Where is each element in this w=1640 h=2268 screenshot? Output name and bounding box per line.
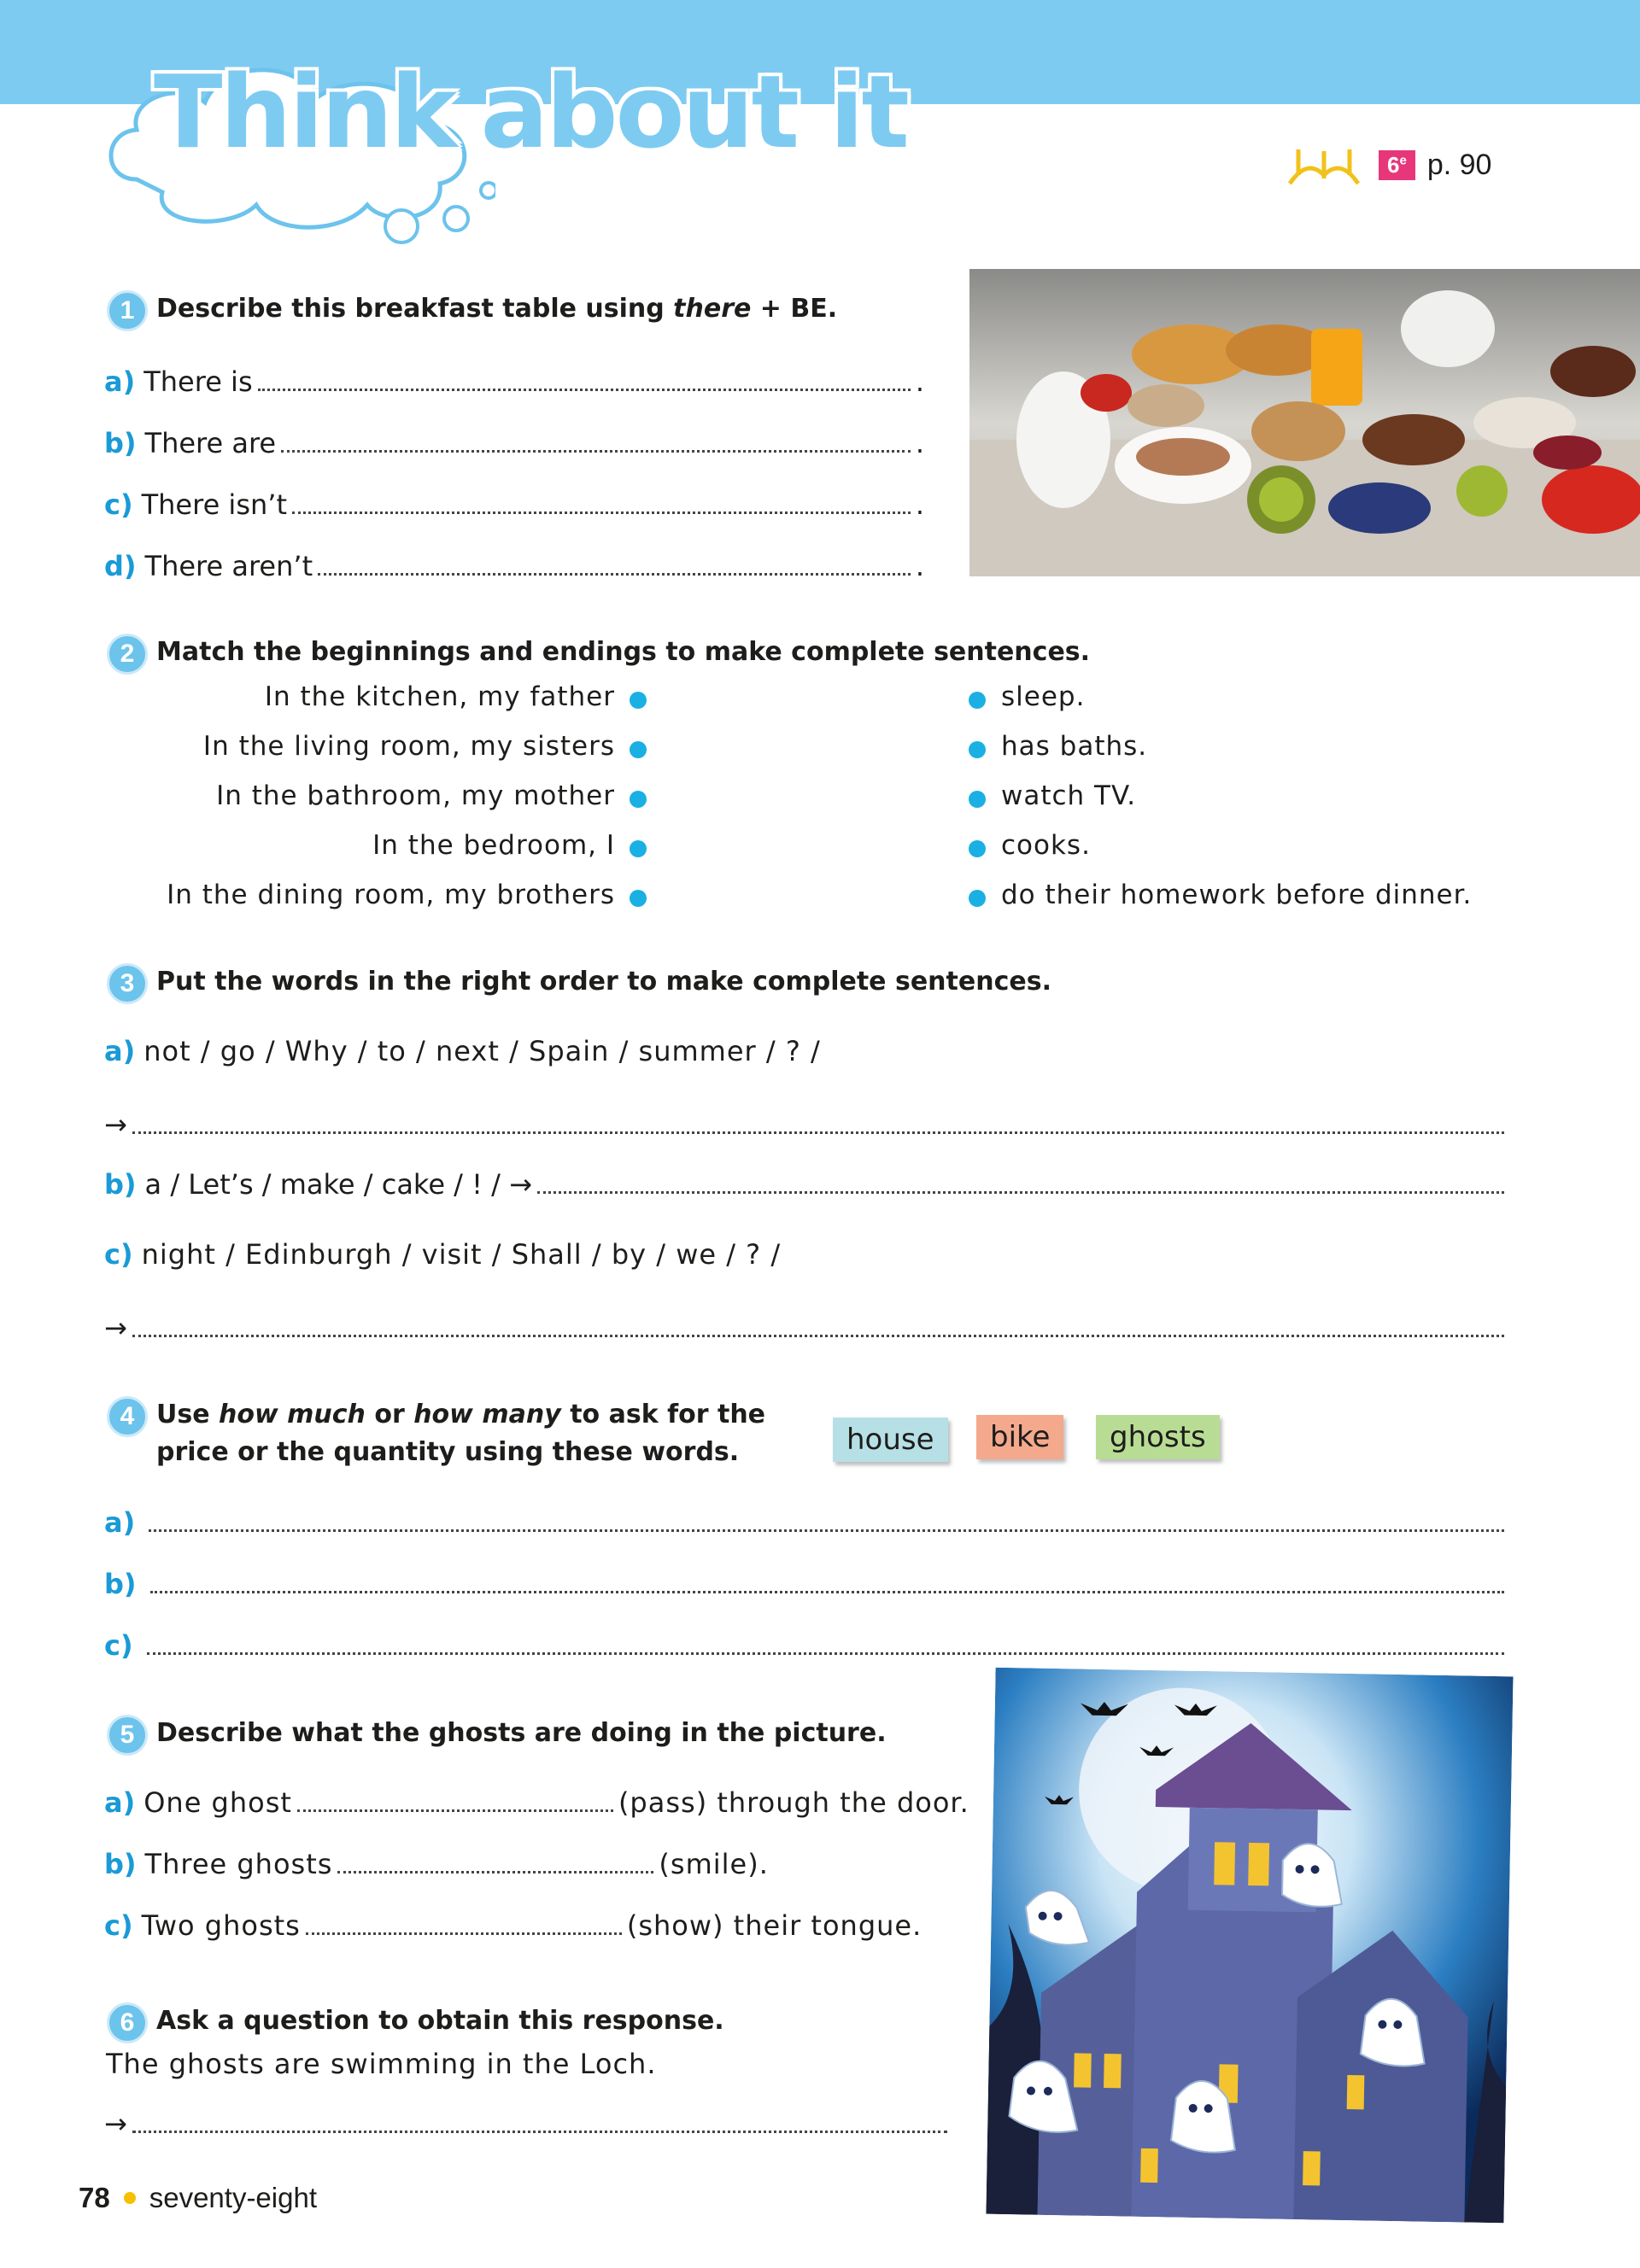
exercise-number: 6 (107, 2002, 148, 2043)
exercise-instruction: Put the words in the right order to make complete sentences. (156, 967, 1051, 997)
ex1-item[interactable]: b) There are . (104, 427, 924, 459)
ex5-item[interactable]: b) Three ghosts (smile). (104, 1848, 769, 1880)
exercise-number: 5 (107, 1715, 148, 1756)
book-icon (1281, 141, 1367, 189)
exercise-number: 1 (107, 290, 148, 331)
page-footer (79, 2182, 317, 2214)
match-ending: cooks. (1001, 830, 1091, 861)
ex1-item[interactable]: c) There isn’t . (104, 488, 924, 521)
ex1-item[interactable]: a) There is . (104, 365, 924, 398)
match-beginning: In the kitchen, my father (264, 681, 615, 712)
match-dot-right[interactable] (969, 692, 986, 709)
exercise-number: 4 (107, 1396, 148, 1437)
ex6-answer[interactable]: → (104, 2107, 952, 2140)
exercise-instruction: Use how much or how many to ask for the price or the quantity using these words. (156, 1400, 766, 1467)
exercise-3-header (107, 963, 1051, 1004)
level-reference (1281, 141, 1491, 189)
exercise-instruction: Describe what the ghosts are doing in the picture. (156, 1718, 887, 1748)
ex3-answer-a[interactable]: → (104, 1108, 1509, 1141)
exercise-5-header (107, 1715, 887, 1756)
ex3-item-b[interactable]: b) a / Let’s / make / cake / ! / → (104, 1168, 1509, 1201)
ex3-item-a: a) not / go / Why / to / next / Spain / summer / ? / (104, 1035, 821, 1067)
exercise-6-header (107, 2002, 724, 2043)
match-beginning: In the dining room, my brothers (167, 880, 615, 910)
match-dot-left[interactable] (630, 890, 647, 907)
ex5-item[interactable]: c) Two ghosts (show) their tongue. (104, 1909, 922, 1942)
word-tag-bike: bike (976, 1415, 1063, 1459)
word-tag-house: house (833, 1418, 948, 1462)
page-title: Think about it (154, 53, 907, 171)
ex4-answer-line[interactable]: b) (104, 1568, 1509, 1600)
exercise-instruction: Ask a question to obtain this response. (156, 2006, 724, 2036)
match-dot-right[interactable] (969, 791, 986, 808)
word-tag-ghosts: ghosts (1096, 1415, 1220, 1459)
ex3-item-c: c) night / Edinburgh / visit / Shall / by / we / ? / (104, 1238, 782, 1271)
match-beginning: In the bedroom, I (372, 830, 615, 861)
match-dot-left[interactable] (630, 692, 647, 709)
ex1-item[interactable]: d) There aren’t . (104, 550, 924, 582)
ex4-answer-line[interactable]: c) (104, 1629, 1509, 1662)
level-badge: 6e (1379, 150, 1415, 180)
ex4-answer-line[interactable]: a) (104, 1506, 1509, 1539)
match-dot-left[interactable] (630, 791, 647, 808)
match-ending: do their homework before dinner. (1001, 880, 1473, 910)
exercise-4-header (107, 1396, 765, 1471)
match-ending: watch TV. (1001, 780, 1137, 811)
haunted-house-picture (986, 1668, 1513, 2223)
exercise-instruction: Match the beginnings and endings to make complete sentences. (156, 637, 1091, 667)
breakfast-table-photo (969, 269, 1640, 576)
page-number-words: seventy-eight (149, 2182, 317, 2213)
exercise-1-header (107, 290, 837, 331)
page-reference: p. 90 (1426, 148, 1492, 181)
match-beginning: In the bathroom, my mother (216, 780, 615, 811)
exercise-2-header (107, 634, 1090, 675)
page-number: 78 (79, 2182, 110, 2213)
match-dot-left[interactable] (630, 741, 647, 758)
match-dot-right[interactable] (969, 890, 986, 907)
match-dot-left[interactable] (630, 840, 647, 857)
exercise-number: 3 (107, 963, 148, 1004)
exercise-number: 2 (107, 634, 148, 675)
ex3-answer-c[interactable]: → (104, 1312, 1509, 1344)
match-ending: has baths. (1001, 731, 1148, 762)
match-dot-right[interactable] (969, 741, 986, 758)
match-beginning: In the living room, my sisters (202, 731, 615, 762)
bullet-icon (124, 2192, 136, 2204)
exercise-instruction: Describe this breakfast table using there + BE. (156, 294, 838, 324)
ex5-item[interactable]: a) One ghost (pass) through the door. (104, 1786, 969, 1819)
match-dot-right[interactable] (969, 840, 986, 857)
ex6-response: The ghosts are swimming in the Loch. (106, 2048, 657, 2080)
match-ending: sleep. (1001, 681, 1086, 712)
